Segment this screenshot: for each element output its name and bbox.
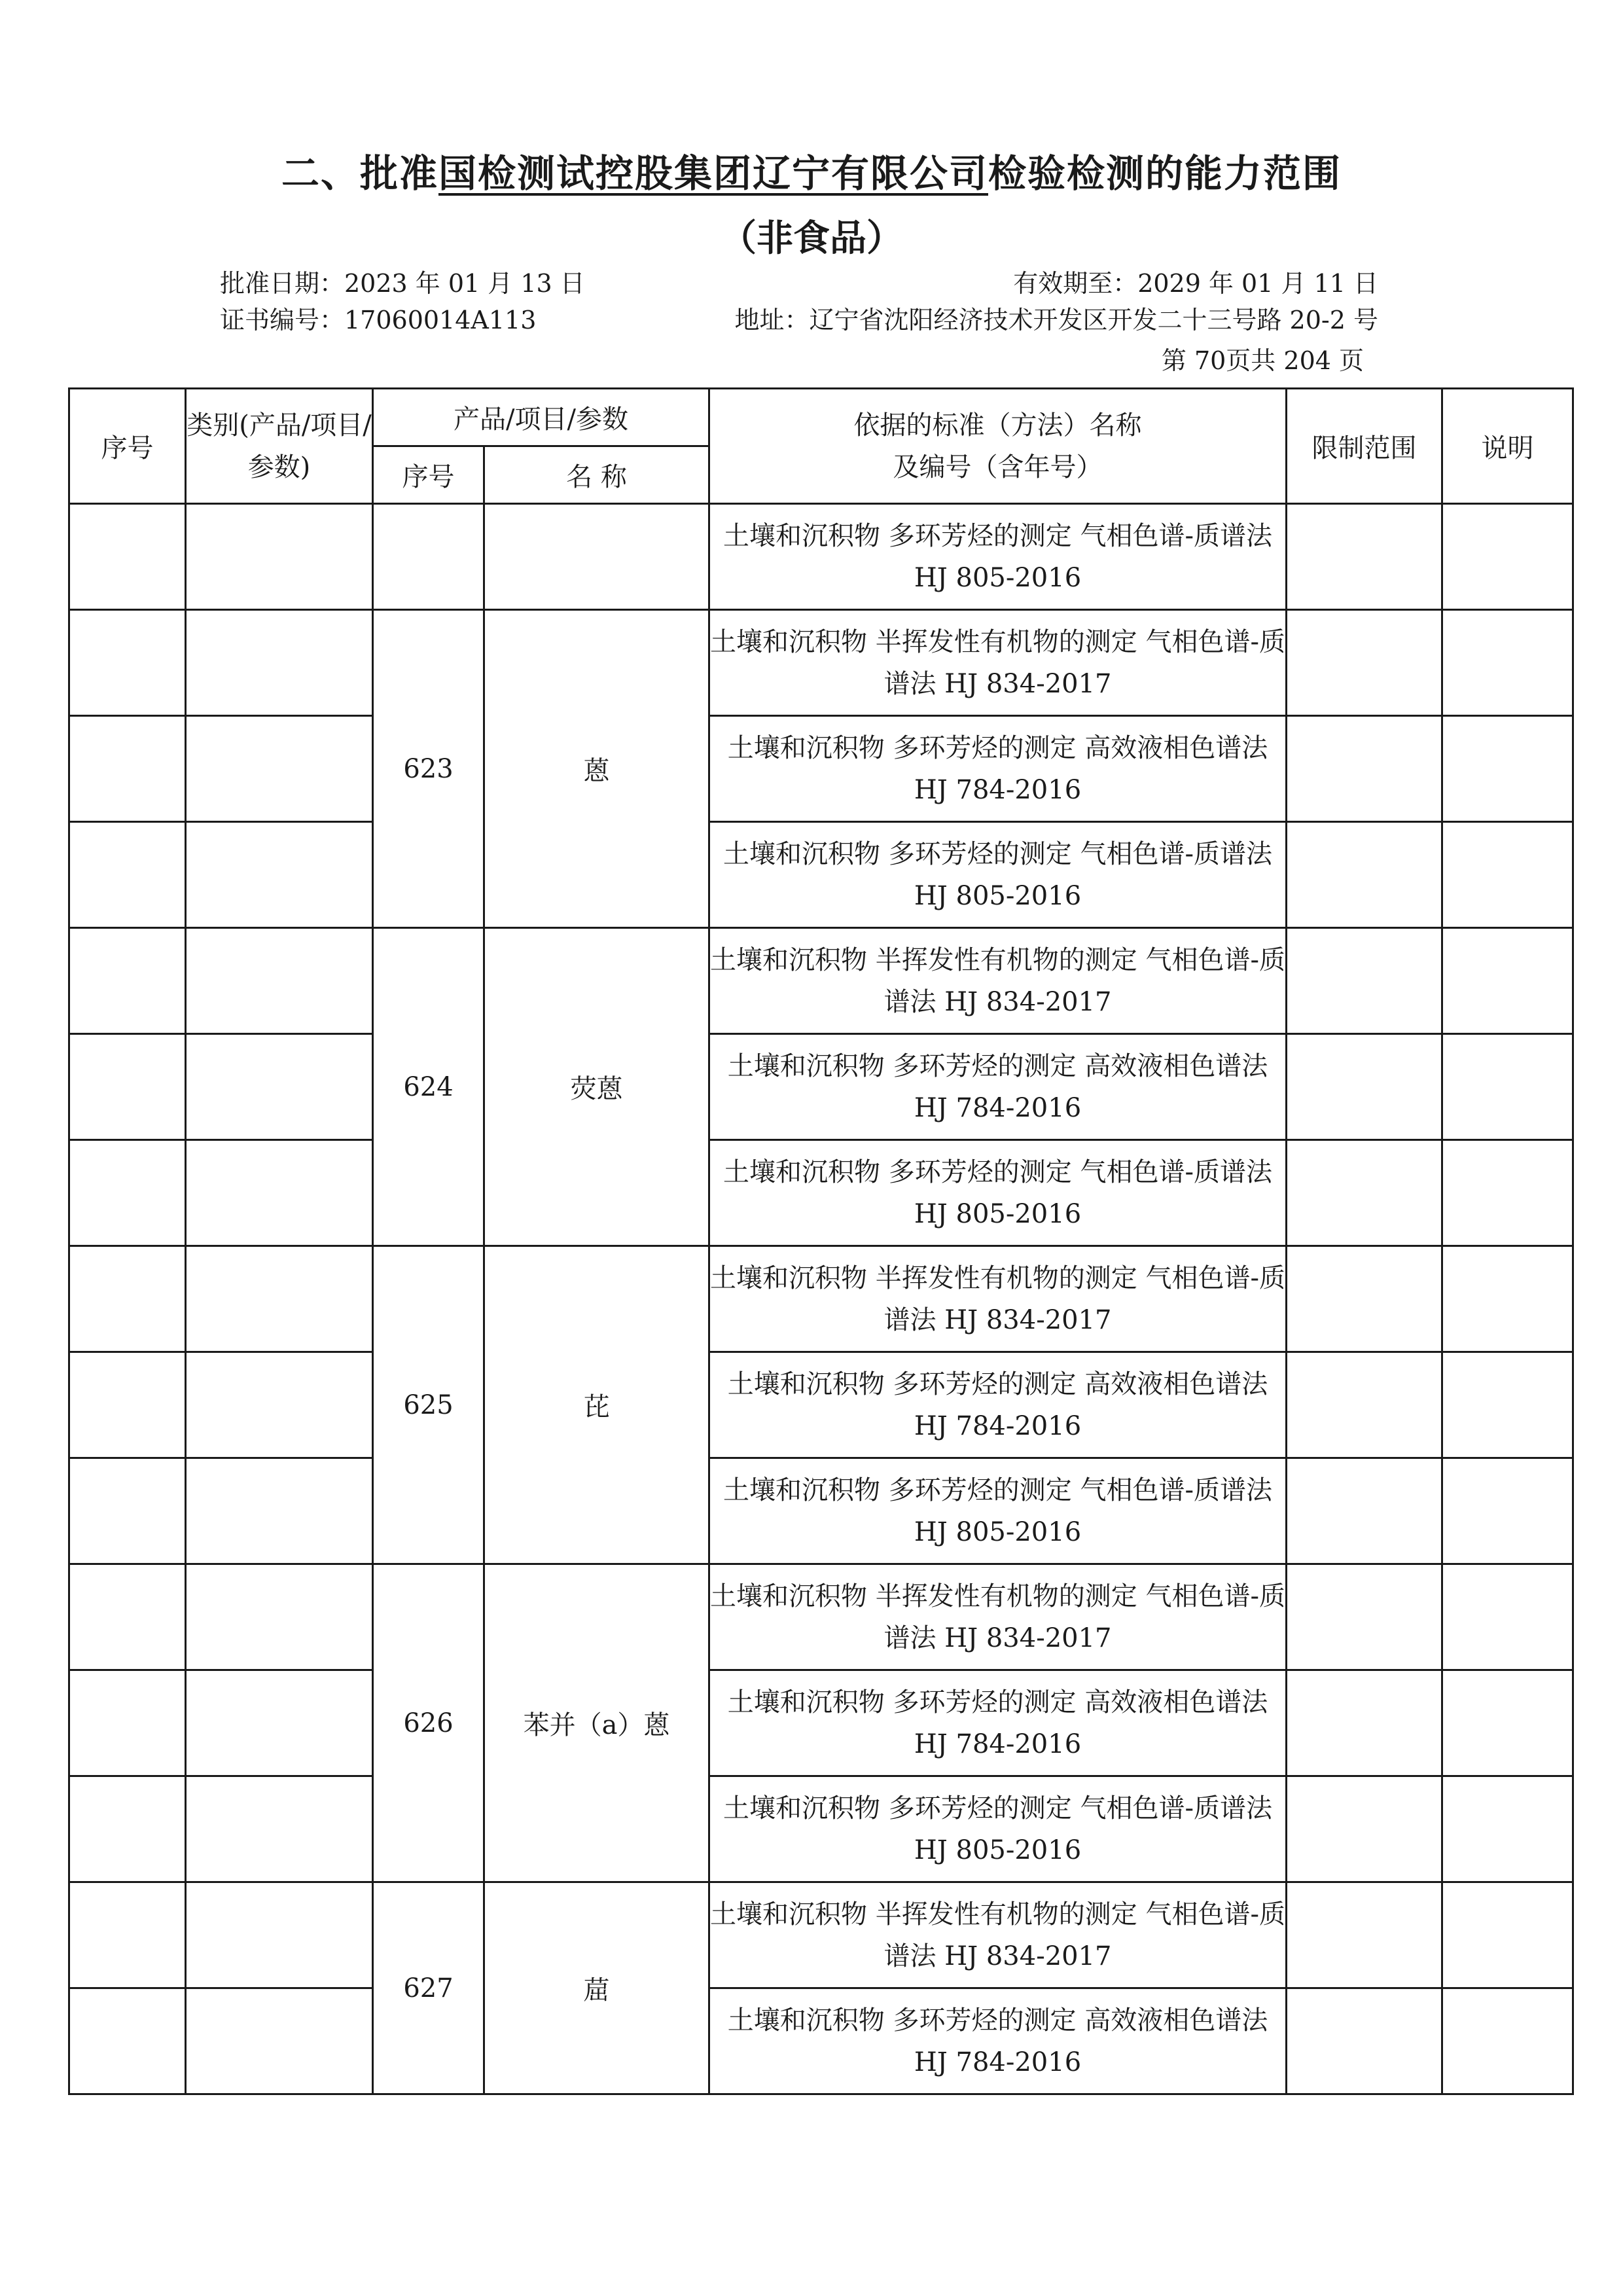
header-limit: 限制范围 (1287, 389, 1442, 504)
header-note: 说明 (1442, 389, 1573, 504)
seq-cell (69, 716, 186, 822)
item-name-cell: 苯并（a）蒽 (484, 1564, 709, 1882)
seq-cell (69, 1246, 186, 1352)
address: 地址：辽宁省沈阳经济技术开发区开发二十三号路 20-2 号 (734, 306, 1378, 334)
limit-cell (1287, 610, 1442, 716)
note-cell (1442, 928, 1573, 1034)
note-cell (1442, 716, 1573, 822)
limit-cell (1287, 1034, 1442, 1140)
page-number: 第 70页共 204 页 (1161, 346, 1364, 375)
note-cell (1442, 1988, 1573, 2094)
header-product-seq: 序号 (373, 446, 484, 504)
standard-cell: 土壤和沉积物 多环芳烃的测定 气相色谱-质谱法 HJ 805-2016 (709, 822, 1287, 928)
note-cell (1442, 822, 1573, 928)
standard-cell: 土壤和沉积物 半挥发性有机物的测定 气相色谱-质谱法 HJ 834-2017 (709, 1246, 1287, 1352)
item-seq-cell: 626 (373, 1564, 484, 1882)
item-seq-cell: 625 (373, 1246, 484, 1564)
standard-cell: 土壤和沉积物 多环芳烃的测定 气相色谱-质谱法 HJ 805-2016 (709, 1776, 1287, 1882)
seq-cell (69, 1564, 186, 1670)
limit-cell (1287, 1776, 1442, 1882)
limit-cell (1287, 1352, 1442, 1458)
header-standard-line2: 及编号（含年号） (893, 452, 1103, 482)
category-cell (186, 610, 373, 716)
seq-cell (69, 1034, 186, 1140)
table-row (69, 1034, 1573, 1140)
limit-cell (1287, 1140, 1442, 1246)
page-title (0, 143, 1623, 198)
note-cell (1442, 1140, 1573, 1246)
note-cell (1442, 610, 1573, 716)
table-row (69, 1352, 1573, 1458)
item-name-cell: 䓛 (484, 1882, 709, 2094)
category-cell (186, 822, 373, 928)
category-cell (186, 1458, 373, 1564)
certificate-number: 证书编号：17060014A113 (220, 306, 537, 334)
table-header (69, 389, 1573, 504)
table-row (69, 1670, 1573, 1776)
item-name-cell: 荧蒽 (484, 928, 709, 1246)
table-row (69, 1776, 1573, 1882)
limit-cell (1287, 1988, 1442, 2094)
seq-cell (69, 928, 186, 1034)
table-body (69, 504, 1573, 2094)
limit-cell (1287, 1670, 1442, 1776)
category-cell (186, 504, 373, 610)
note-cell (1442, 1670, 1573, 1776)
seq-cell (69, 1670, 186, 1776)
seq-cell (69, 1352, 186, 1458)
table-row (69, 822, 1573, 928)
note-cell (1442, 1882, 1573, 1988)
seq-cell (69, 610, 186, 716)
header-seq: 序号 (69, 389, 186, 504)
category-cell (186, 1246, 373, 1352)
standard-cell: 土壤和沉积物 多环芳烃的测定 高效液相色谱法 HJ 784-2016 (709, 1034, 1287, 1140)
approval-date: 批准日期：2023 年 01 月 13 日 (220, 269, 585, 298)
category-cell (186, 1034, 373, 1140)
seq-cell (69, 1882, 186, 1988)
item-seq-cell: 627 (373, 1882, 484, 2094)
standard-cell: 土壤和沉积物 多环芳烃的测定 高效液相色谱法 HJ 784-2016 (709, 716, 1287, 822)
category-cell (186, 1988, 373, 2094)
category-cell (186, 1352, 373, 1458)
limit-cell (1287, 1882, 1442, 1988)
title-organization: 国检测试控股集团辽宁有限公司 (438, 151, 988, 196)
item-seq-cell (373, 504, 484, 610)
item-name-cell: 蒽 (484, 610, 709, 928)
table-row (69, 1564, 1573, 1670)
category-cell (186, 1776, 373, 1882)
limit-cell (1287, 1246, 1442, 1352)
note-cell (1442, 1458, 1573, 1564)
table-row (69, 716, 1573, 822)
standard-cell: 土壤和沉积物 半挥发性有机物的测定 气相色谱-质谱法 HJ 834-2017 (709, 1882, 1287, 1988)
title-suffix: 检验检测的能力范围 (988, 151, 1342, 196)
standard-cell: 土壤和沉积物 半挥发性有机物的测定 气相色谱-质谱法 HJ 834-2017 (709, 610, 1287, 716)
category-cell (186, 1140, 373, 1246)
standard-cell: 土壤和沉积物 多环芳烃的测定 高效液相色谱法 HJ 784-2016 (709, 1352, 1287, 1458)
table-row (69, 1882, 1573, 1988)
header-standard-line1: 依据的标准（方法）名称 (853, 410, 1142, 440)
standard-cell: 土壤和沉积物 半挥发性有机物的测定 气相色谱-质谱法 HJ 834-2017 (709, 1564, 1287, 1670)
note-cell (1442, 1776, 1573, 1882)
table-row (69, 504, 1573, 610)
standard-cell: 土壤和沉积物 多环芳烃的测定 高效液相色谱法 HJ 784-2016 (709, 1670, 1287, 1776)
valid-until: 有效期至：2029 年 01 月 11 日 (1013, 269, 1378, 298)
category-cell (186, 1670, 373, 1776)
standard-cell: 土壤和沉积物 半挥发性有机物的测定 气相色谱-质谱法 HJ 834-2017 (709, 928, 1287, 1034)
seq-cell (69, 1988, 186, 2094)
note-cell (1442, 1564, 1573, 1670)
item-seq-cell: 623 (373, 610, 484, 928)
table-row (69, 928, 1573, 1034)
note-cell (1442, 1034, 1573, 1140)
limit-cell (1287, 1458, 1442, 1564)
category-cell (186, 716, 373, 822)
table-row (69, 610, 1573, 716)
header-category: 类别(产品/项目/参数) (186, 389, 373, 504)
note-cell (1442, 504, 1573, 610)
seq-cell (69, 504, 186, 610)
header-product-name: 名 称 (484, 446, 709, 504)
seq-cell (69, 822, 186, 928)
note-cell (1442, 1352, 1573, 1458)
standard-cell: 土壤和沉积物 多环芳烃的测定 气相色谱-质谱法 HJ 805-2016 (709, 1458, 1287, 1564)
category-cell (186, 1564, 373, 1670)
limit-cell (1287, 822, 1442, 928)
header-standard (709, 389, 1287, 504)
table-row (69, 1140, 1573, 1246)
category-cell (186, 1882, 373, 1988)
seq-cell (69, 1140, 186, 1246)
standard-cell: 土壤和沉积物 多环芳烃的测定 气相色谱-质谱法 HJ 805-2016 (709, 504, 1287, 610)
header-product: 产品/项目/参数 (373, 389, 709, 446)
capability-table (68, 387, 1574, 2095)
item-name-cell: 芘 (484, 1246, 709, 1564)
standard-cell: 土壤和沉积物 多环芳烃的测定 气相色谱-质谱法 HJ 805-2016 (709, 1140, 1287, 1246)
table-row (69, 1246, 1573, 1352)
page-subtitle: （非食品） (720, 217, 903, 260)
table-row (69, 1988, 1573, 2094)
limit-cell (1287, 716, 1442, 822)
item-seq-cell: 624 (373, 928, 484, 1246)
title-prefix: 二、批准 (281, 151, 438, 196)
limit-cell (1287, 1564, 1442, 1670)
limit-cell (1287, 928, 1442, 1034)
category-cell (186, 928, 373, 1034)
item-name-cell (484, 504, 709, 610)
note-cell (1442, 1246, 1573, 1352)
limit-cell (1287, 504, 1442, 610)
seq-cell (69, 1458, 186, 1564)
seq-cell (69, 1776, 186, 1882)
table-row (69, 1458, 1573, 1564)
standard-cell: 土壤和沉积物 多环芳烃的测定 高效液相色谱法 HJ 784-2016 (709, 1988, 1287, 2094)
